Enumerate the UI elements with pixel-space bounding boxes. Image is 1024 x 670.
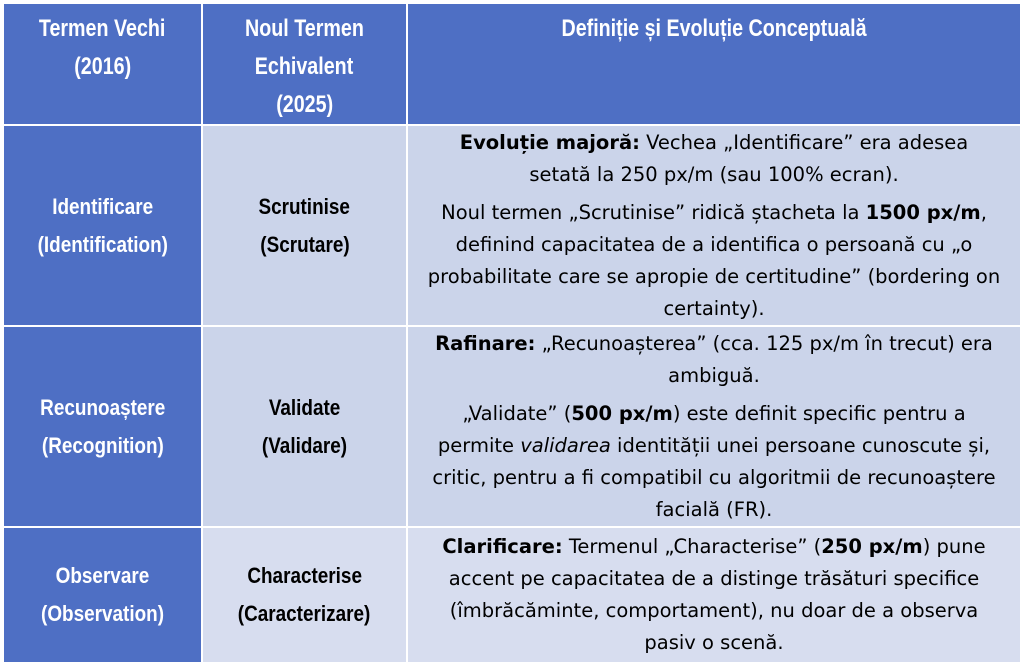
row2-def-p2b: 500 px/m [571,401,673,425]
row3-def-p1c: ) pune accent pe capacitatea de a distinge trăsături specifice (îmbrăcăminte, comportament), nu doar de a observa pasiv o scenă. [448,535,986,654]
row3-old-line1: Observare [55,563,150,588]
row2-definition [408,327,1020,528]
row2-old-line1: Recunoaștere [39,394,166,420]
row1-new-line2: (Scrutare) [259,231,350,257]
row1-def-p2b: 1500 px/m [865,200,981,224]
row2-def-p2e: identității unei persoane cunoscute și, critic, pentru a fi compatibil cu algoritmii de recunoaștere facială (FR). [432,433,996,521]
header-new-term [203,4,408,126]
row2-def-p2a: „Validate” ( [462,401,572,425]
row1-old-term [4,126,203,327]
row3-new-term [203,528,408,664]
header-new-line1: Noul Termen [245,15,364,42]
header-def-line1: Definiție și Evoluție Conceptuală [561,15,867,42]
row1-definition [408,126,1020,327]
row3-def-lead: Clarificare: [442,535,563,558]
row2-def-para2 [426,398,1002,526]
row2-new-line2: (Validare) [261,432,348,458]
header-old-line1: Termen Vechi [39,15,166,42]
row2-def-para1 [426,328,1002,392]
row1-old-line2: (Identification) [37,231,168,257]
row3-new-line1: Characterise [247,563,362,588]
row2-def-lead: Rafinare: [435,331,536,355]
row1-def-para2 [426,197,1002,325]
row3-def-p1b: 250 px/m [821,535,923,558]
row1-def-lead: Evoluție majoră: [459,130,640,154]
row2-old-line2: (Recognition) [41,432,164,458]
terms-table [4,4,1020,664]
header-old-term [4,4,203,126]
row3-old-line2: (Observation) [40,601,165,626]
row2-def-p2c: ) este definit specific pentru a permite [437,401,966,457]
header-definition [408,4,1020,126]
row1-def-text: Vechea „Identificare” era adesea setată la 250 px/m (sau 100% ecran). [529,130,969,186]
row3-definition [408,528,1020,664]
header-new-line2: Echivalent [255,53,354,80]
row3-def-p1a: Termenul „Characterise” ( [562,535,822,558]
row3-old-term [4,528,203,664]
row2-new-line1: Validate [268,394,341,420]
row2-new-term [203,327,408,528]
row1-new-line1: Scrutinise [258,193,351,219]
row1-def-p2c: , definind capacitatea de a identifica o persoană cu „o probabilitate care se apropie de certitudine” (bordering on certainty). [427,200,1001,320]
row1-def-p2a: Noul termen „Scrutinise” ridică ștacheta la [441,200,866,224]
row2-def-p2d: validarea [520,433,611,457]
row1-new-term [203,126,408,327]
row2-old-term [4,327,203,528]
row1-def-para1 [426,127,1002,191]
header-old-line2: (2016) [74,53,131,80]
header-new-line3: (2025) [276,91,333,118]
row2-def-text: „Recunoașterea” (cca. 125 px/m în trecut) era ambiguă. [535,331,993,387]
row3-def-para1 [426,531,1002,659]
row1-old-line1: Identificare [52,193,153,219]
row3-new-line2: (Caracterizare) [238,601,371,626]
